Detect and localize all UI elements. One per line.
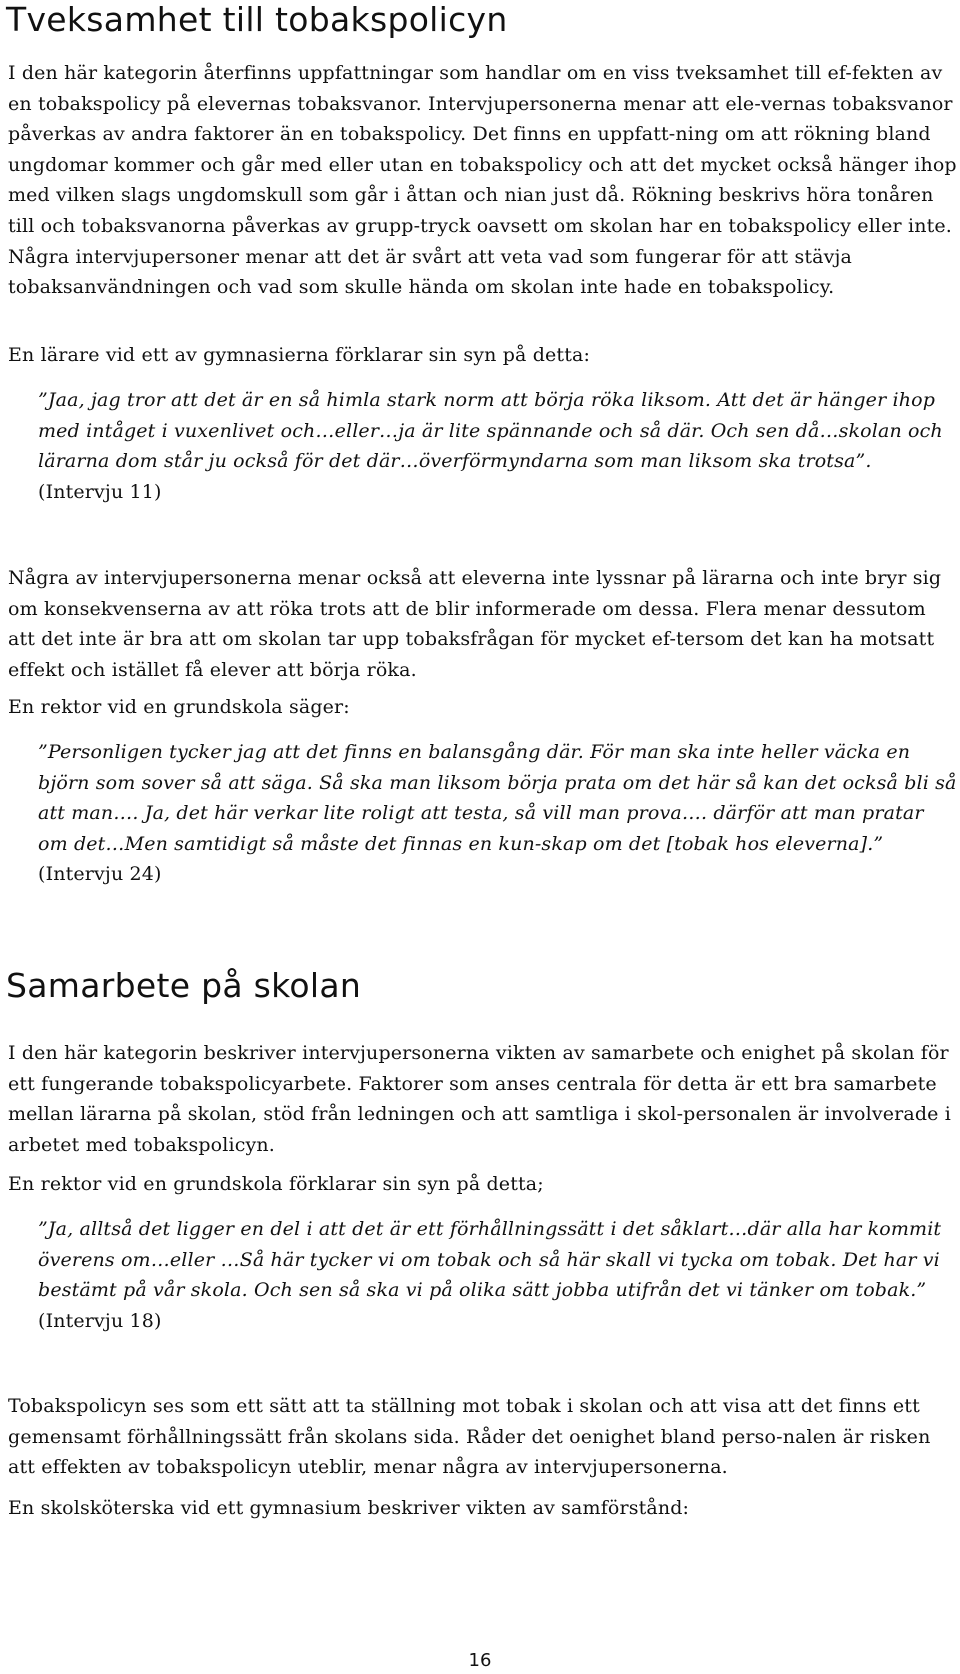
- quote-text: ”Jaa, jag tror att det är en så himla stark norm att börja röka liksom. Att det är hänger ihop med intåget i vuxenlivet och…eller…ja är lite spännande och så där. Och sen då…skolan och lärarna dom står ju också för det där…överförmyndarna som man liksom ska trotsa”.: [38, 389, 943, 473]
- interview-quote: [38, 1214, 958, 1336]
- section-heading-tveksamhet: Tveksamhet till tobakspolicyn: [6, 0, 508, 39]
- quote-intro: En rektor vid en grundskola säger:: [8, 696, 350, 718]
- quote-intro: En rektor vid en grundskola förklarar sin syn på detta;: [8, 1173, 544, 1195]
- quote-intro: En lärare vid ett av gymnasierna förklarar sin syn på detta:: [8, 344, 591, 366]
- paragraph: I den här kategorin beskriver intervjupersonerna vikten av samarbete och enighet på skolan för ett fungerande tobakspolicyarbete. Faktorer som anses centrala för detta är ett bra samarbete mellan lärarna på skolan, stöd från ledningen och att samtliga i skol-personalen är involverade i arbetet med tobakspolicyn.: [8, 1042, 951, 1156]
- quote-text: ”Personligen tycker jag att det finns en balansgång där. För man ska inte heller väcka en björn som sover så att säga. Så ska man liksom börja prata om det här så kan det också bli så att man…. Ja, det här verkar lite roligt att testa, så vill man prova…. därför att man pratar om det…Men samtidigt så måste det finnas en kun-skap om det [tobak hos eleverna].”: [38, 741, 957, 855]
- page-number: 16: [468, 1650, 492, 1671]
- quote-source: (Intervju 11): [38, 480, 162, 503]
- paragraph: I den här kategorin återfinns uppfattningar som handlar om en viss tveksamhet till ef-fekten av en tobakspolicy på elevernas tobaksvanor. Intervjupersonerna menar att ele-vernas tobaksvanor påverkas av andra faktorer än en tobakspolicy. Det finns en uppfatt-ning om att rökning bland ungdomar kommer och går med eller utan en tobakspolicy och att det mycket också hänger ihop med vilken slags ungdomskull som går i åttan och nian just då. Rökning beskrivs höra tonåren till och tobaksvanorna påverkas av grupp-tryck oavsett om skolan har en tobakspolicy eller inte. Några intervjupersoner menar att det är svårt att veta vad som fungerar för att stävja tobaksanvändningen och vad som skulle hända om skolan inte hade en tobakspolicy.: [8, 62, 957, 299]
- interview-quote: [38, 385, 958, 507]
- paragraph: Tobakspolicyn ses som ett sätt att ta ställning mot tobak i skolan och att visa att det finns ett gemensamt förhållningssätt från skolans sida. Råder det oenighet bland perso-nalen är risken att effekten av tobakspolicyn uteblir, menar några av intervjupersonerna.: [8, 1395, 931, 1479]
- quote-text: ”Ja, alltså det ligger en del i att det är ett förhållningssätt i det såklart…där alla har kommit överens om…eller …Så här tycker vi om tobak och så här skall vi tycka om tobak. Det har vi bestämt på vår skola. Och sen så ska vi på olika sätt jobba utifrån det vi tänker om tobak.”: [38, 1218, 942, 1302]
- quote-source: (Intervju 18): [38, 1309, 162, 1332]
- quote-source: (Intervju 24): [38, 863, 162, 886]
- interview-quote: [38, 737, 958, 890]
- quote-intro: En skolsköterska vid ett gymnasium beskriver vikten av samförstånd:: [8, 1497, 690, 1519]
- section-heading-samarbete: Samarbete på skolan: [6, 966, 362, 1005]
- paragraph: Några av intervjupersonerna menar också att eleverna inte lyssnar på lärarna och inte bryr sig om konsekvenserna av att röka trots att de blir informerade om dessa. Flera menar dessutom att det inte är bra att om skolan tar upp tobaksfrågan för mycket ef-tersom det kan ha motsatt effekt och istället få elever att börja röka.: [8, 567, 942, 681]
